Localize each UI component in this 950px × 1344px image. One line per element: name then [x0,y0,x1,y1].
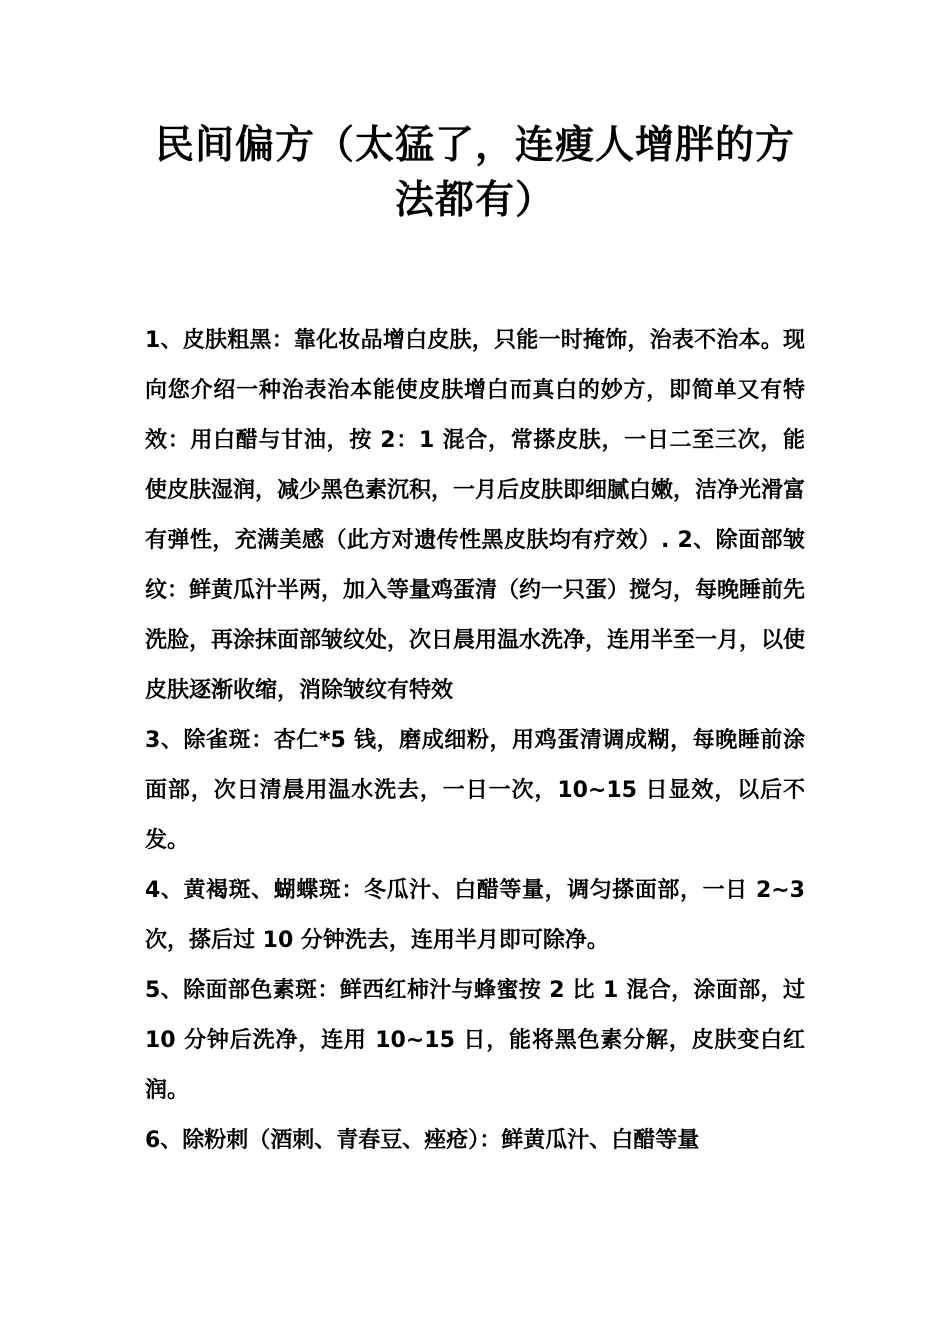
paragraph-5: 5、除面部色素斑：鲜西红柿汁与蜂蜜按 2 比 1 混合，涂面部，过 10 分钟后洗净，连用 10~15 日，能将黑色素分解，皮肤变白红润。 [145,978,805,1103]
document-body [145,316,805,1166]
document-title: 民间偏方（太猛了，连瘦人增胖的方法都有） [154,123,795,223]
paragraph-6: 6、除粉刺（酒刺、青春豆、痤疮）：鲜黄瓜汁、白醋等量 [145,1128,700,1153]
paragraph-4: 4、黄褐斑、蝴蝶斑：冬瓜汁、白醋等量，调匀搽面部，一日 2~3 次，搽后过 10 分钟洗去，连用半月即可除净。 [145,878,805,953]
paragraph-3: 3、除雀斑：杏仁*5 钱，磨成细粉，用鸡蛋清调成糊，每晚睡前涂面部，次日清晨用温水洗去，一日一次，10~15 日显效，以后不发。 [145,728,805,853]
paragraph-1: 1、皮肤粗黑：靠化妆品增白皮肤，只能一时掩饰，治表不治本。现向您介绍一种治表治本能使皮肤增白而真白的妙方，即简单又有特效：用白醋与甘油，按 2：1 混合，常搽皮肤，一日二至三次，能使皮肤湿润，减少黑色素沉积，一月后皮肤即细腻白嫩，洁净光滑富有弹性，充满美感（此方对遗传性黑皮肤均有疗效）. 2、除面部皱纹：鲜黄瓜汁半两，加入等量鸡蛋清（约一只蛋）搅匀，每晚睡前先洗脸，再涂抹面部皱纹处，次日晨用温水洗净，连用半至一月，以使皮肤逐渐收缩，消除皱纹有特效 [145,328,806,703]
